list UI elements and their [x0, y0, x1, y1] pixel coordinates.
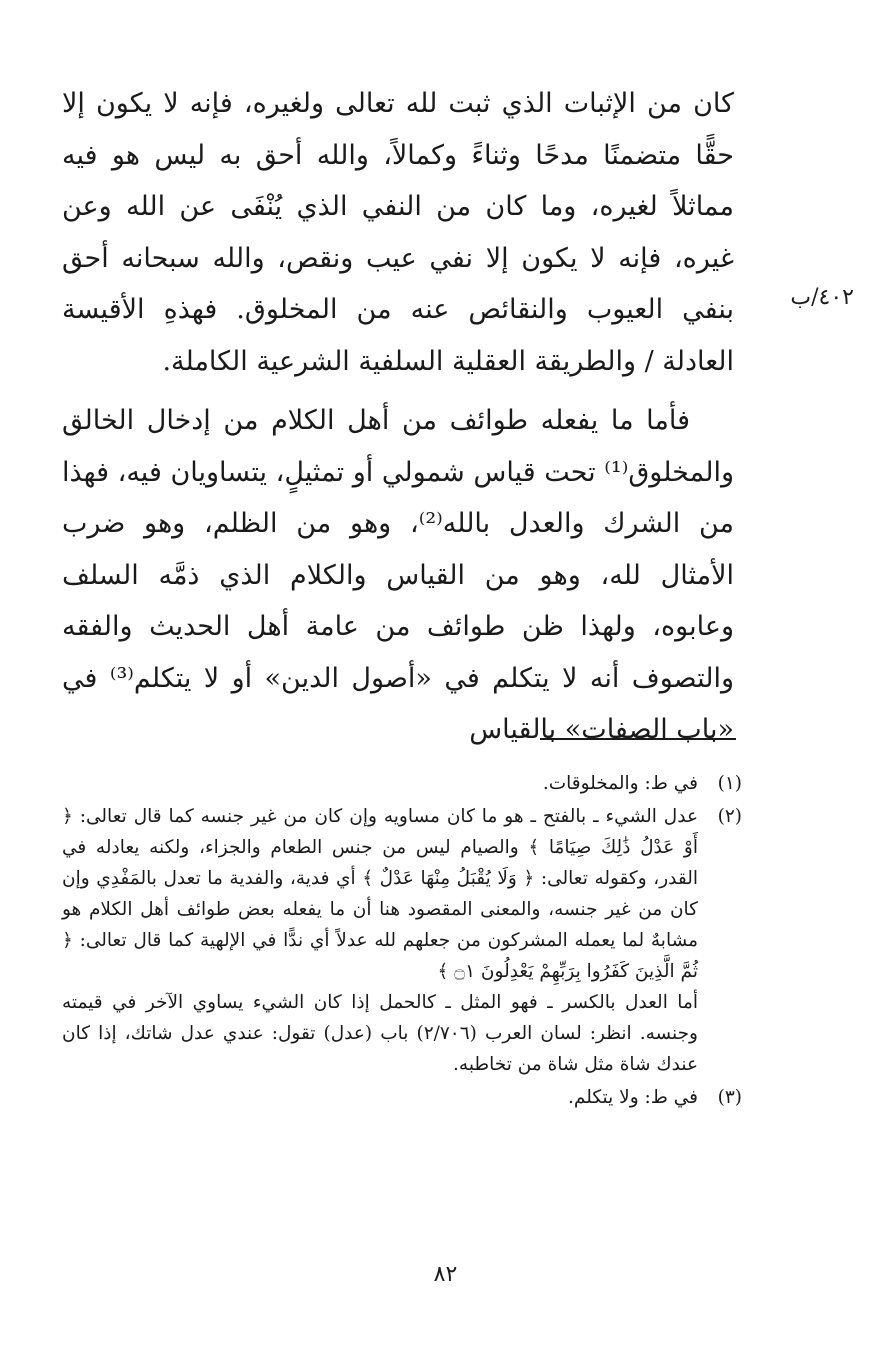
paragraph-2: فأما ما يفعله طوائف من أهل الكلام من إدخال الخالق والمخلوق⁽¹⁾ تحت قياس شمولي أو تمثيلٍ، يتساويان فيه، فهذا من الشرك والعدل بالله⁽²⁾، وهو من الظلم، وهو ضرب الأمثال لله، وهو من القياس والكلام الذي ذمَّه السلف وعابوه، ولهذا ظن طوائف من عامة أهل الحديث والفقه والتصوف أنه لا يتكلم في «أصول الدين» أو لا يتكلم⁽³⁾ في «باب الصفات» بالقياس: [62, 405, 735, 745]
footnote-divider: [540, 738, 736, 740]
footnote-number: (١): [717, 773, 742, 794]
footnote-line: عدل الشيء ـ بالفتح ـ هو ما كان مساويه وإن كان من غير جنسه كما قال تعالى: ﴿ أَوْ عَدْلُ ذَٰلِكَ صِيَامًا ﴾ والصيام ليس من جنس الطعام والجزاء، ولكنه يعادله في القدر، وكقوله تعالى: ﴿ وَلَا يُقْبَلُ مِنْهَا عَدْلٌ ﴾ أي فدية، والفدية ما تعدل بالمَفْدِي وإن كان من غير جنسه، والمعنى المقصود هنا أن ما يفعله بعض طوائف أهل الكلام هو مشابهٌ لما يعمله المشركون من جعلهم لله عدلاً أي ندًّا في الإلهية كما قال تعالى: ﴿ ثُمَّ الَّذِينَ كَفَرُوا بِرَبِّهِمْ يَعْدِلُونَ ۝١ ﴾: [62, 806, 698, 982]
main-text-body: [62, 78, 734, 756]
footnotes-section: [62, 768, 742, 1115]
footnote-number: (٣): [717, 1087, 742, 1108]
footnote-line: أما العدل بالكسر ـ فهو المثل ـ كالحمل إذا كان الشيء يساوي الآخر في قيمته وجنسه. انظر: لسان العرب (٢/٧٠٦) باب (عدل) تقول: عندي عدل شاتك، إذا كان عندك شاة مثل شاة من تخاطبه.: [62, 992, 698, 1075]
margin-manuscript-reference: ٤٠٢/ب: [790, 285, 854, 310]
footnote-number: (٢): [717, 806, 742, 827]
footnote-line: في ط: ولا يتكلم.: [568, 1087, 698, 1108]
footnote-2: [62, 801, 742, 1080]
footnote-1: [62, 768, 742, 799]
paragraph-1: كان من الإثبات الذي ثبت لله تعالى ولغيره، فإنه لا يكون إلا حقًّا متضمنًا مدحًا وثناءً وكمالاً، والله أحق به ليس هو فيه مماثلاً لغيره، وما كان من النفي الذي يُنْفَى عن الله وعن غيره، فإنه لا يكون إلا نفي عيب ونقص، والله سبحانه أحق بنفي العيوب والنقائص عنه من المخلوق. فهذهِ الأقيسة العادلة / والطريقة العقلية السلفية الشرعية الكاملة.: [62, 88, 734, 377]
footnote-text: [62, 768, 698, 799]
footnote-line: في ط: والمخلوقات.: [542, 773, 698, 794]
footnote-text: [62, 801, 698, 1080]
footnote-text: [62, 1082, 698, 1113]
page-number: ٨٢: [433, 1262, 458, 1287]
footnote-3: [62, 1082, 742, 1113]
